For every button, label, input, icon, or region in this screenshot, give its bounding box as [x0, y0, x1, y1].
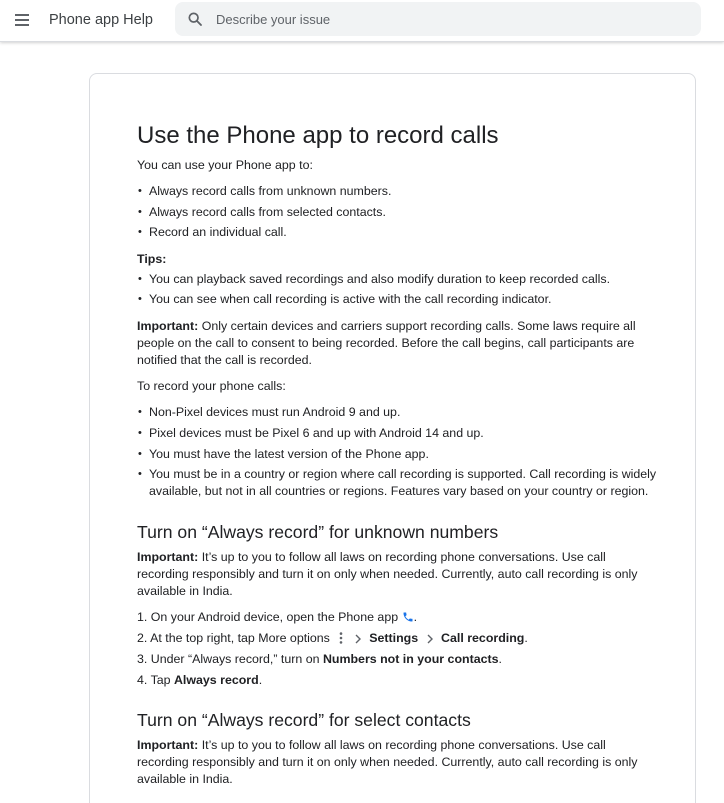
- step-4: [137, 672, 657, 689]
- step-end: .: [258, 672, 263, 687]
- numbers-not-in-contacts-label: Numbers not in your contacts: [322, 651, 499, 666]
- requirements-list: [137, 404, 657, 500]
- step-end: .: [524, 631, 528, 645]
- tips-list: [137, 271, 657, 309]
- list-item: • Record an individual call.: [137, 224, 657, 241]
- important-note: [137, 737, 657, 789]
- step-1: [137, 609, 657, 626]
- important-label: Important:: [137, 549, 199, 564]
- always-record-label: Always record: [173, 672, 259, 687]
- more-options-icon: [339, 632, 343, 644]
- step-3: [137, 651, 657, 668]
- step-number: 3.: [137, 651, 148, 666]
- step-text: On your Android device, open the Phone app: [150, 610, 399, 625]
- requirements-intro: To record your phone calls:: [137, 379, 286, 394]
- important-text: It’s up to you to follow all laws on recording phone conversations. Use call recording responsibly and turn it on only when needed. Currently, auto call recording is only available in India.: [137, 737, 638, 787]
- hamburger-menu-icon[interactable]: [12, 10, 34, 30]
- important-note: [137, 549, 657, 601]
- step-number: 1.: [137, 610, 148, 625]
- important-label: Important:: [137, 318, 199, 333]
- step-end: .: [413, 610, 418, 625]
- section-heading-select-contacts: Turn on “Always record” for select contacts: [137, 709, 471, 730]
- app-title[interactable]: Phone app Help: [49, 12, 153, 28]
- step-end: .: [498, 651, 502, 666]
- step-number: 4.: [137, 672, 148, 687]
- step-text: Tap: [150, 672, 174, 687]
- chevron-right-icon: [354, 634, 362, 644]
- step-number: 2.: [137, 631, 148, 645]
- search-input[interactable]: [216, 2, 686, 36]
- step-text: Under “Always record,” turn on: [150, 651, 323, 666]
- uses-list: [137, 183, 657, 241]
- important-note: [137, 318, 657, 370]
- article-title: Use the Phone app to record calls: [137, 122, 499, 149]
- section-heading-unknown-numbers: Turn on “Always record” for unknown numbers: [137, 521, 499, 542]
- important-label: Important:: [137, 737, 199, 752]
- article-content: [137, 121, 657, 797]
- tips-heading: Tips:: [137, 251, 167, 266]
- call-recording-label: Call recording: [441, 631, 525, 645]
- intro-text: You can use your Phone app to:: [137, 158, 313, 172]
- list-item: • You must have the latest version of the Phone app.: [137, 446, 657, 463]
- list-item: • Always record calls from unknown numbers.: [137, 183, 657, 200]
- phone-app-icon: [402, 611, 414, 623]
- step-2: [137, 630, 657, 647]
- settings-label: Settings: [369, 631, 419, 645]
- search-bar[interactable]: [175, 2, 701, 36]
- important-text: It’s up to you to follow all laws on recording phone conversations. Use call recording responsibly and turn it on only when needed. Currently, auto call recording is only available in India.: [137, 549, 638, 598]
- top-app-bar: [0, 0, 724, 42]
- list-item: • Non-Pixel devices must run Android 9 and up.: [137, 404, 657, 421]
- step-text: At the top right, tap More options: [150, 631, 330, 645]
- list-item: • Pixel devices must be Pixel 6 and up with Android 14 and up.: [137, 425, 657, 442]
- list-item: • You can playback saved recordings and also modify duration to keep recorded calls.: [137, 271, 657, 288]
- important-text: Only certain devices and carriers support recording calls. Some laws require all people on the call to consent to being recorded. Before the call begins, call participants are notified that the call is recorded.: [137, 318, 636, 367]
- search-icon[interactable]: [187, 11, 203, 27]
- list-item: • You must be in a country or region where call recording is supported. Call recording is widely available, but not in all countries or regions. Features vary based on your country or region.: [137, 466, 657, 500]
- list-item: • Always record calls from selected contacts.: [137, 204, 657, 221]
- chevron-right-icon: [426, 634, 434, 644]
- steps-list: [137, 609, 657, 689]
- list-item: • You can see when call recording is active with the call recording indicator.: [137, 291, 657, 308]
